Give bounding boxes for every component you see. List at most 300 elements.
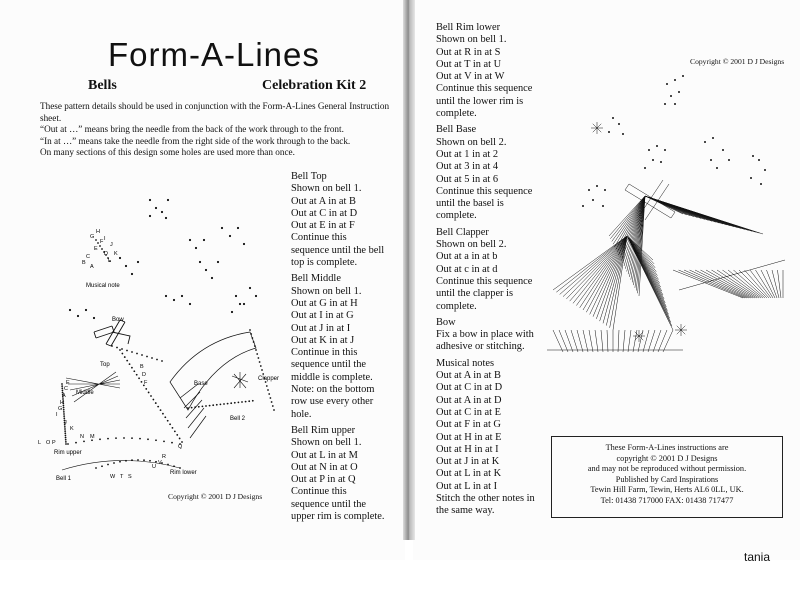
instruction-heading: Bell Rim lower	[436, 22, 501, 33]
hole-dot	[61, 385, 63, 387]
hole-dot	[199, 261, 201, 263]
label-bow: Bow	[112, 317, 124, 323]
hole-dot	[227, 403, 229, 405]
hole-dot	[704, 141, 706, 143]
hole-letter: H	[96, 229, 100, 235]
hole-dot	[212, 404, 214, 406]
hole-dot	[254, 345, 256, 347]
hole-dot	[241, 401, 243, 403]
hole-letter: G	[90, 234, 95, 240]
instruction-line: Out at C in at D	[291, 207, 358, 219]
hole-dot	[674, 79, 676, 81]
hole-dot	[602, 205, 604, 207]
hole-dot	[728, 159, 730, 161]
hole-dot	[65, 443, 67, 445]
label-bell-2: Bell 2	[230, 416, 246, 422]
hole-letter: B	[140, 364, 144, 370]
stitch-line	[559, 330, 568, 352]
copyright-left: Copyright © 2001 D J Designs	[168, 492, 263, 501]
hole-dot	[272, 405, 274, 407]
instruction-heading: Musical notes	[436, 357, 495, 369]
instruction-heading: Bell Middle	[291, 273, 341, 285]
stitch-line	[583, 330, 588, 352]
hole-dot	[664, 103, 666, 105]
hole-dot	[249, 287, 251, 289]
hole-dot	[209, 405, 211, 407]
instruction-line: Out at E in at F	[291, 220, 355, 232]
hole-dot	[712, 137, 714, 139]
hole-dot	[163, 440, 165, 442]
hole-dot	[172, 427, 174, 429]
hole-dot	[255, 349, 257, 351]
hole-dot	[764, 169, 766, 171]
instruction-line: Out at A in at B	[436, 370, 501, 382]
notice-line: copyright © 2001 D J Designs	[616, 453, 718, 463]
instruction-line: the same way.	[436, 505, 495, 517]
hole-dot	[93, 317, 95, 319]
hole-dot	[107, 438, 109, 440]
hole-dot	[670, 95, 672, 97]
instruction-line: sequence until the	[291, 359, 367, 371]
instruction-line: Shown on bell 2.	[436, 239, 507, 251]
hole-dot	[250, 333, 252, 335]
instruction-line: Out at K in at J	[291, 334, 355, 346]
hole-letter: D	[142, 372, 146, 378]
hole-dot	[77, 315, 79, 317]
instruction-line: Continue this	[291, 486, 347, 498]
notice-line: and may not be reproduced without permission.	[587, 464, 747, 473]
note-dots	[69, 199, 257, 319]
instruction-line: Continue this sequence	[436, 185, 533, 197]
instruction-line: Out at H in at E	[436, 431, 502, 443]
hole-dot	[125, 265, 127, 267]
stitch-line	[690, 270, 750, 298]
instruction-line: Out at J in at I	[291, 322, 351, 334]
instruction-line: complete.	[436, 108, 477, 120]
hole-dot	[259, 361, 261, 363]
hole-dot	[238, 402, 240, 404]
instruction-line: Out at A in at D	[436, 394, 502, 406]
bow-drawing	[94, 320, 130, 346]
hole-dot	[760, 183, 762, 185]
instruction-line: Out at A in at B	[291, 195, 356, 207]
instruction-line: hole.	[291, 408, 312, 420]
hole-dot	[682, 75, 684, 77]
instruction-line: Out at I in at G	[291, 310, 354, 322]
hole-dot	[131, 351, 133, 353]
hole-dot	[582, 205, 584, 207]
hole-letter: K	[70, 426, 74, 432]
hole-dot	[664, 149, 666, 151]
stitch-line	[607, 330, 608, 352]
hole-letter: U	[152, 464, 156, 470]
instruction-line: Continue this sequence	[436, 83, 533, 95]
hole-dot	[270, 397, 272, 399]
instruction-line: top is complete.	[291, 257, 358, 269]
hole-dot	[596, 185, 598, 187]
instruction-line: until the basel is	[436, 198, 504, 210]
instruction-line: upper rim is complete.	[291, 511, 385, 523]
instruction-line: Out at c in at d	[436, 263, 498, 275]
instruction-heading: Bell Base	[436, 124, 477, 136]
instruction-line: Out at C in at D	[436, 382, 503, 394]
hole-dot	[145, 388, 147, 390]
instruction-heading: Bell Top	[291, 171, 327, 182]
hole-dot	[161, 211, 163, 213]
hole-dot	[165, 217, 167, 219]
hole-dot	[149, 215, 151, 217]
stitch-line	[645, 196, 763, 234]
hole-dot	[758, 159, 760, 161]
instruction-line: Out at L in at M	[291, 449, 358, 461]
hole-letter: T	[120, 474, 124, 480]
clapper-star	[232, 372, 248, 388]
hole-dot	[63, 415, 65, 417]
hole-dot	[752, 155, 754, 157]
instruction-line: Out at T in at U	[436, 58, 502, 70]
hole-dot	[167, 199, 169, 201]
hole-dot	[136, 374, 138, 376]
hole-dot	[249, 329, 251, 331]
stitch-line	[601, 330, 603, 352]
hole-dot	[205, 405, 207, 407]
hole-letter: E	[66, 380, 70, 386]
hole-dot	[253, 341, 255, 343]
hole-dot	[248, 400, 250, 402]
stitch-line	[658, 330, 667, 352]
hole-dot	[252, 400, 254, 402]
hole-dot	[169, 423, 171, 425]
hole-dot	[131, 273, 133, 275]
label-clapper: Clapper	[258, 376, 280, 382]
hole-letter: K	[114, 251, 118, 257]
hole-dot	[125, 460, 127, 462]
hole-letter: O	[46, 440, 51, 446]
stitch-line	[589, 330, 593, 352]
instruction-line: Out at 5 in at 6	[436, 173, 499, 185]
instruction-line: Out at J in at K	[436, 456, 500, 468]
bells-illustration	[413, 0, 793, 440]
hole-dot	[245, 401, 247, 403]
hole-dot	[64, 430, 66, 432]
stitch-line	[606, 236, 627, 326]
hole-dot	[63, 413, 65, 415]
hole-dot	[205, 269, 207, 271]
instruction-line: Shown on bell 2.	[436, 136, 507, 148]
label-bell-1: Bell 1	[56, 476, 72, 482]
hole-dot	[256, 353, 258, 355]
hole-dot	[65, 441, 67, 443]
hole-dot	[99, 438, 101, 440]
instruction-line: Continue this	[291, 232, 347, 244]
hole-dot	[121, 353, 123, 355]
hole-dot	[64, 428, 66, 430]
hole-dot	[588, 189, 590, 191]
instruction-line: Continue in this	[291, 347, 358, 359]
intro-line: “Out at …” means bring the needle from the back of the work through to the front.	[40, 124, 344, 135]
instruction-line: Out at 1 in at 2	[436, 148, 499, 160]
hole-dot	[139, 438, 141, 440]
hole-dot	[221, 227, 223, 229]
hole-dot	[156, 359, 158, 361]
hole-dot	[107, 464, 109, 466]
hole-dot	[65, 437, 67, 439]
hole-letter: L	[38, 440, 42, 446]
intro-line: These pattern details should be used in conjunction with the Form-A-Lines General Instruction sheet.	[40, 101, 390, 123]
instruction-line: Shown on bell 1.	[291, 285, 362, 297]
label-rim-lower: Rim lower	[170, 470, 197, 476]
hole-dot	[235, 295, 237, 297]
hole-dot	[261, 369, 263, 371]
notice-line: Tewin Hill Farm, Tewin, Herts AL6 0LL, UK.	[590, 485, 744, 494]
copyright-right: Copyright © 2001 D J Designs	[690, 57, 785, 66]
hole-letters	[38, 229, 183, 480]
stitch-line	[625, 184, 629, 190]
hole-dot	[678, 91, 680, 93]
hole-dot	[151, 357, 153, 359]
hole-dot	[710, 159, 712, 161]
hole-letter: D	[104, 251, 108, 257]
hole-dot	[83, 440, 85, 442]
hole-dot	[231, 311, 233, 313]
stitch-line	[577, 330, 583, 352]
instruction-line: Out at G in at H	[291, 297, 358, 309]
hole-dot	[230, 402, 232, 404]
instruction-line: Out at C in at E	[436, 406, 501, 418]
hole-dot	[65, 439, 67, 441]
stitch-line	[706, 270, 755, 298]
hole-dot	[63, 417, 65, 419]
hole-dot	[203, 239, 205, 241]
hole-letter: C	[86, 254, 90, 260]
hole-dot	[216, 404, 218, 406]
hole-dot	[604, 189, 606, 191]
hole-dot	[155, 402, 157, 404]
hole-dot	[97, 242, 99, 244]
hole-dot	[119, 257, 121, 259]
hole-letter: A	[90, 264, 94, 270]
hole-dot	[176, 434, 178, 436]
hole-dot	[119, 349, 121, 351]
instruction-line: Out at L in at I	[436, 480, 498, 492]
stitch-line	[628, 330, 631, 352]
hole-dot	[115, 437, 117, 439]
hole-dot	[262, 373, 264, 375]
hole-dot	[63, 407, 65, 409]
instruction-line: Out at L in at K	[436, 468, 502, 480]
instruction-line: Note: on the bottom	[291, 384, 375, 396]
hole-dot	[243, 303, 245, 305]
hole-dot	[147, 438, 149, 440]
hole-dot	[129, 363, 131, 365]
hole-dot	[618, 123, 620, 125]
instruction-line: Out at 3 in at 4	[436, 161, 499, 173]
hole-dot	[608, 131, 610, 133]
hole-letter: P	[52, 440, 56, 446]
hole-dot	[131, 437, 133, 439]
hole-dot	[63, 409, 65, 411]
hole-dot	[674, 103, 676, 105]
hole-dot	[162, 413, 164, 415]
hole-letter: S	[128, 474, 132, 480]
hole-dot	[171, 442, 173, 444]
hole-dot	[179, 438, 181, 440]
hole-dot	[155, 207, 157, 209]
instruction-line: row use every other	[291, 396, 374, 408]
instruction-line: Out at R in at S	[436, 46, 501, 58]
hole-dot	[121, 348, 123, 350]
hole-dot	[61, 387, 63, 389]
hole-dot	[217, 261, 219, 263]
hole-dot	[194, 406, 196, 408]
hole-dot	[237, 227, 239, 229]
hole-dot	[268, 393, 270, 395]
hole-letter: J	[110, 242, 113, 248]
hole-dot	[101, 465, 103, 467]
instruction-line: Continue this sequence	[436, 275, 533, 287]
stitch-line	[671, 212, 675, 218]
hole-letter: M	[90, 434, 95, 440]
copyright-notice-box	[551, 436, 783, 518]
intro-line: “In at …” means take the needle from the right side of the work through to the back.	[40, 135, 351, 146]
stitch-line	[583, 236, 627, 310]
instruction-line: Shown on bell 1.	[436, 34, 507, 46]
hole-dot	[164, 416, 166, 418]
stitch-line	[723, 270, 762, 298]
hole-letter: I	[56, 412, 58, 418]
instruction-line: until the lower rim is	[436, 95, 524, 107]
hole-dot	[63, 411, 65, 413]
hole-dot	[260, 365, 262, 367]
hole-dot	[167, 420, 169, 422]
signature: tania	[744, 550, 771, 564]
hole-dot	[648, 149, 650, 151]
hole-letter: H	[60, 400, 64, 406]
hole-dot	[266, 385, 268, 387]
instruction-line: Out at a in at b	[436, 251, 498, 263]
instruction-line: Out at N in at O	[291, 461, 358, 473]
hole-dot	[116, 347, 118, 349]
hole-dot	[229, 235, 231, 237]
hole-dot	[271, 401, 273, 403]
hole-letter: Q	[178, 444, 183, 450]
hole-dot	[141, 381, 143, 383]
stitch-line	[553, 330, 563, 352]
hole-dot	[64, 432, 66, 434]
label-top: Top	[100, 362, 110, 368]
instruction-line: Out at H in at I	[436, 443, 499, 455]
hole-dot	[656, 145, 658, 147]
stitch-line	[586, 236, 627, 312]
instruction-line: Shown on bell 1.	[291, 183, 362, 195]
hole-dot	[181, 295, 183, 297]
hole-letter: I	[104, 236, 106, 242]
hole-letter: L	[108, 258, 112, 264]
hole-dot	[189, 239, 191, 241]
hole-dot	[174, 430, 176, 432]
hole-dot	[273, 409, 275, 411]
subtitle-bells: Bells	[88, 78, 117, 93]
instruction-line: Out at V in at W	[436, 71, 505, 83]
hole-dot	[85, 309, 87, 311]
hole-dot	[123, 437, 125, 439]
intro-line: On many sections of this design some holes are used more than once.	[40, 147, 295, 158]
instruction-heading: Bow	[436, 316, 456, 328]
hole-letter: F	[100, 239, 104, 245]
instruction-line: Out at F in at G	[436, 419, 501, 431]
stitch-line	[745, 270, 770, 298]
hole-dot	[160, 409, 162, 411]
hole-dot	[750, 177, 752, 179]
hole-dot	[716, 167, 718, 169]
hole-letter: W	[110, 474, 116, 480]
hole-dot	[146, 356, 148, 358]
hole-dot	[243, 243, 245, 245]
hole-dot	[223, 403, 225, 405]
stitch-line	[643, 330, 649, 352]
notice-line: These Form-A-Lines instructions are	[605, 443, 729, 452]
hole-dot	[99, 245, 101, 247]
hole-dot	[124, 356, 126, 358]
hole-dot	[150, 395, 152, 397]
label-middle: Middle	[76, 390, 94, 396]
hole-letter: F	[144, 380, 148, 386]
hole-dot	[137, 261, 139, 263]
label-rim-upper: Rim upper	[54, 450, 82, 456]
hole-dot	[111, 345, 113, 347]
hole-dot	[195, 247, 197, 249]
hole-dot	[126, 360, 128, 362]
stitch-line	[618, 330, 619, 352]
instruction-line: sequence until the bell	[291, 244, 385, 256]
hole-dot	[173, 299, 175, 301]
instruction-line: Out at P in at Q	[291, 474, 356, 486]
hole-letter: J	[64, 420, 67, 426]
label-base: Base	[194, 381, 208, 387]
instruction-heading: Bell Rim upper	[291, 424, 356, 436]
hole-dot	[69, 309, 71, 311]
stitch-line	[663, 330, 673, 352]
hole-dot	[202, 406, 204, 408]
hole-dot	[187, 407, 189, 409]
stitch-line	[629, 184, 675, 212]
page-title: Form-A-Lines	[108, 36, 320, 73]
hole-dot	[141, 354, 143, 356]
bell-2-dots	[187, 329, 275, 411]
hole-dot	[126, 350, 128, 352]
hole-letter: V	[158, 460, 162, 466]
instruction-heading: Bell Clapper	[436, 226, 489, 238]
instruction-line: until the clapper is	[436, 288, 514, 300]
hole-dot	[612, 117, 614, 119]
hole-dot	[113, 462, 115, 464]
stitch-line	[595, 330, 598, 352]
hole-dot	[722, 149, 724, 151]
hole-dot	[191, 407, 193, 409]
hole-dot	[198, 406, 200, 408]
hole-dot	[64, 426, 66, 428]
hole-dot	[149, 199, 151, 201]
hole-dot	[95, 239, 97, 241]
hole-dot	[131, 367, 133, 369]
hole-dot	[67, 443, 69, 445]
hole-letter: C	[64, 386, 68, 392]
label-musical-note: Musical note	[86, 283, 120, 289]
hole-dot	[138, 377, 140, 379]
hole-dot	[165, 295, 167, 297]
hole-dot	[666, 83, 668, 85]
hole-letter: G	[58, 406, 63, 412]
